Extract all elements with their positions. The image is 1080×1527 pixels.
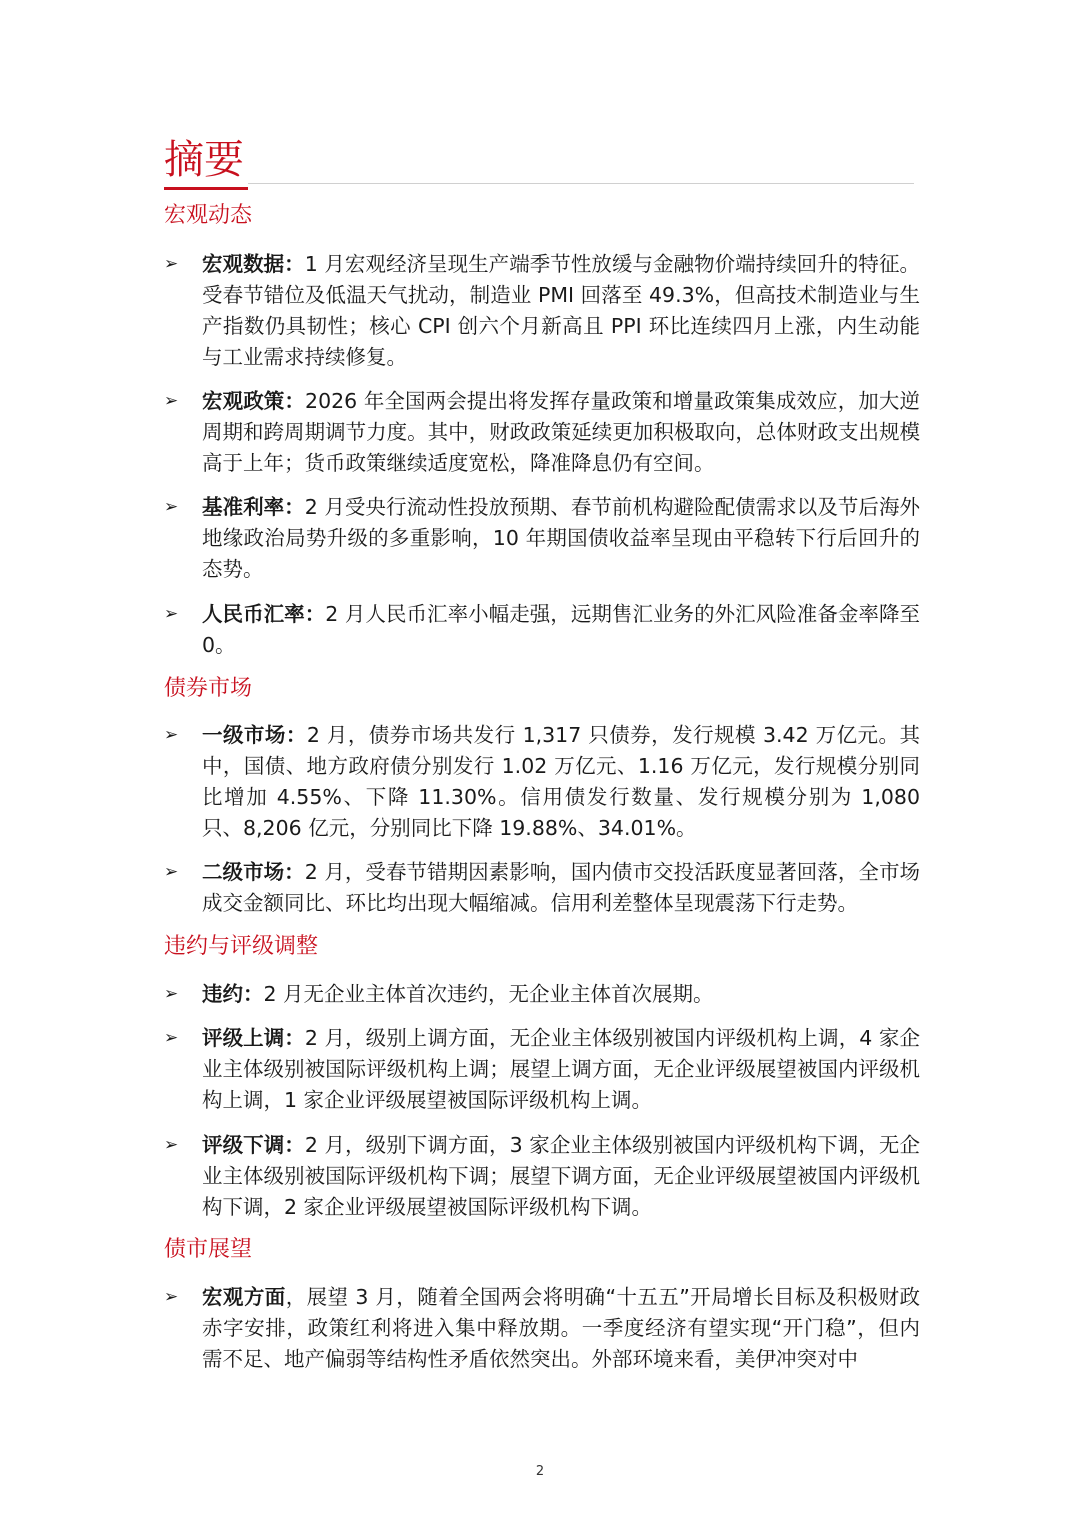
bullet-body: 2 月人民币汇率小幅走强，远期售汇业务的外汇风险准备金率降至 0。 [202, 602, 921, 657]
bullet-text: 评级上调：2 月，级别上调方面，无企业主体级别被国内评级机构上调，4 家企业主体级别被国际评级机构上调；展望上调方面，无企业评级展望被国内评级机构上调，1 家企业评级展望被国际评级机构上调。 [202, 1026, 921, 1112]
bullet-item [164, 599, 924, 661]
bullet-body: 2 月，级别下调方面，3 家企业主体级别被国内评级机构下调，无企业主体级别被国际评级机构下调；展望下调方面，无企业评级展望被国内评级机构下调，2 家企业评级展望被国际评级机构下调。 [202, 1133, 921, 1219]
page-number: 2 [535, 1464, 545, 1479]
bullet-body: 2 月，受春节错期因素影响，国内债市交投活跃度显著回落，全市场成交金额同比、环比均出现大幅缩减。信用利差整体呈现震荡下行走势。 [202, 860, 921, 915]
bullet-text: 评级下调：2 月，级别下调方面，3 家企业主体级别被国内评级机构下调，无企业主体级别被国际评级机构下调；展望下调方面，无企业评级展望被国内评级机构下调，2 家企业评级展望被国际评级机构下调。 [202, 1133, 921, 1219]
bullet-item [164, 979, 924, 1010]
bullet-body: 展望 3 月，随着全国两会将明确“十五五”开局增长目标及积极财政赤字安排，政策红利将进入集中释放期。一季度经济有望实现“开门稳”，但内需不足、地产偏弱等结构性矛盾依然突出。外部环境来看，美伊冲突对中 [202, 1285, 920, 1371]
arrow-bullet-icon: ➢ [164, 1028, 179, 1048]
section-heading-macro: 宏观动态 [164, 203, 253, 228]
bullet-text: 二级市场：2 月，受春节错期因素影响，国内债市交投活跃度显著回落，全市场成交金额同比、环比均出现大幅缩减。信用利差整体呈现震荡下行走势。 [202, 860, 921, 915]
bullet-label: 评级下调 [202, 1133, 285, 1157]
bullet-body: 2026 年全国两会提出将发挥存量政策和增量政策集成效应，加大逆周期和跨周期调节力度。其中，财政政策延续更加积极取向，总体财政支出规模高于上年；货币政策继续适度宽松，降准降息仍有空间。 [202, 389, 921, 475]
bullet-text: 违约：2 月无企业主体首次违约，无企业主体首次展期。 [202, 982, 714, 1006]
bullet-text: 宏观数据：1 月宏观经济呈现生产端季节性放缓与金融物价端持续回升的特征。受春节错位及低温天气扰动，制造业 PMI 回落至 49.3%，但高技术制造业与生产指数仍具韧性；核心 CPI 创六个月新高且 PPI 环比连续四月上涨，内生动能与工业需求持续修复。 [202, 252, 921, 369]
arrow-bullet-icon: ➢ [164, 984, 179, 1004]
bullet-label: 基准利率 [202, 495, 285, 519]
bullet-item [164, 857, 924, 919]
bullet-label: 违约 [202, 982, 243, 1006]
bullet-label: 人民币汇率 [202, 602, 305, 626]
bullet-item [164, 1282, 924, 1375]
bullet-item [164, 249, 924, 373]
arrow-bullet-icon: ➢ [164, 1135, 179, 1155]
bullet-label: 宏观政策 [202, 389, 285, 413]
bullet-label: 一级市场 [202, 723, 286, 747]
bullet-text: 一级市场：2 月，债券市场共发行 1,317 只债券，发行规模 3.42 万亿元。其中，国债、地方政府债分别发行 1.02 万亿元、1.16 万亿元，发行规模分别同比增加 4.55%、下降 11.30%。信用债发行数量、发行规模分别为 1,080 只、8,206 亿元，分别同比下降 19.88%、34.01%。 [202, 723, 920, 840]
bullet-label: 宏观数据 [202, 252, 285, 276]
bullet-item [164, 386, 924, 479]
page-title: 摘要 [164, 137, 244, 183]
arrow-bullet-icon: ➢ [164, 604, 179, 624]
bullet-body: 2 月受央行流动性投放预期、春节前机构避险配债需求以及节后海外地缘政治局势升级的多重影响，10 年期国债收益率呈现由平稳转下行后回升的态势。 [202, 495, 921, 581]
bullet-item [164, 720, 924, 844]
bullet-text: 基准利率：2 月受央行流动性投放预期、春节前机构避险配债需求以及节后海外地缘政治局势升级的多重影响，10 年期国债收益率呈现由平稳转下行后回升的态势。 [202, 495, 921, 581]
bullet-text: 人民币汇率：2 月人民币汇率小幅走强，远期售汇业务的外汇风险准备金率降至 0。 [202, 602, 921, 657]
arrow-bullet-icon: ➢ [164, 1287, 179, 1307]
section-heading-bond-market: 债券市场 [164, 676, 253, 701]
arrow-bullet-icon: ➢ [164, 254, 179, 274]
arrow-bullet-icon: ➢ [164, 725, 179, 745]
bullet-label: 评级上调 [202, 1026, 285, 1050]
bullet-body: 2 月无企业主体首次违约，无企业主体首次展期。 [263, 982, 714, 1006]
section-heading-outlook: 债市展望 [164, 1237, 253, 1262]
bullet-item [164, 492, 924, 585]
bullet-body: 1 月宏观经济呈现生产端季节性放缓与金融物价端持续回升的特征。受春节错位及低温天气扰动，制造业 PMI 回落至 49.3%，但高技术制造业与生产指数仍具韧性；核心 CPI 创六个月新高且 PPI 环比连续四月上涨，内生动能与工业需求持续修复。 [202, 252, 921, 369]
title-underline [164, 187, 248, 190]
bullet-label: 二级市场 [202, 860, 285, 884]
section-heading-default-rating: 违约与评级调整 [164, 934, 319, 959]
bullet-text: 宏观方面，展望 3 月，随着全国两会将明确“十五五”开局增长目标及积极财政赤字安排，政策红利将进入集中释放期。一季度经济有望实现“开门稳”，但内需不足、地产偏弱等结构性矛盾依然突出。外部环境来看，美伊冲突对中 [202, 1285, 920, 1371]
arrow-bullet-icon: ➢ [164, 862, 179, 882]
arrow-bullet-icon: ➢ [164, 497, 179, 517]
bullet-label: 宏观方面 [202, 1285, 286, 1309]
bullet-item [164, 1130, 924, 1223]
bullet-body: 2 月，级别上调方面，无企业主体级别被国内评级机构上调，4 家企业主体级别被国际评级机构上调；展望上调方面，无企业评级展望被国内评级机构上调，1 家企业评级展望被国际评级机构上调。 [202, 1026, 921, 1112]
bullet-body: 2 月，债券市场共发行 1,317 只债券，发行规模 3.42 万亿元。其中，国债、地方政府债分别发行 1.02 万亿元、1.16 万亿元，发行规模分别同比增加 4.55%、下降 11.30%。信用债发行数量、发行规模分别为 1,080 只、8,206 亿元，分别同比下降 19.88%、34.01%。 [202, 723, 920, 840]
title-divider [248, 183, 914, 184]
bullet-text: 宏观政策：2026 年全国两会提出将发挥存量政策和增量政策集成效应，加大逆周期和跨周期调节力度。其中，财政政策延续更加积极取向，总体财政支出规模高于上年；货币政策继续适度宽松，降准降息仍有空间。 [202, 389, 921, 475]
bullet-item [164, 1023, 924, 1116]
arrow-bullet-icon: ➢ [164, 391, 179, 411]
